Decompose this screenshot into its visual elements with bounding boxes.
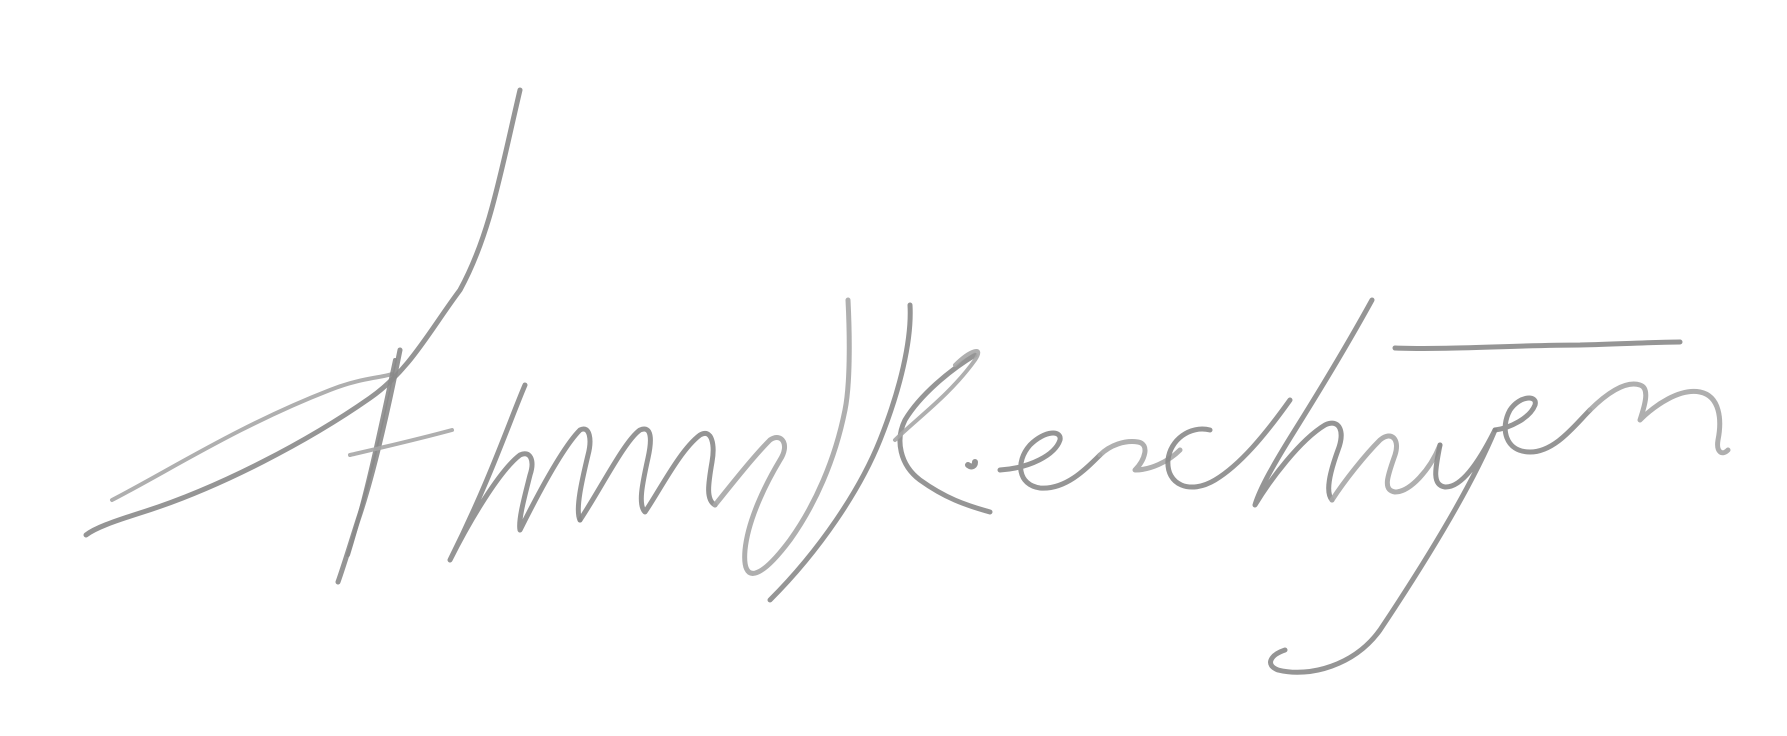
signature-stroke-overline	[1395, 342, 1680, 348]
signature-stroke-e2	[1495, 398, 1590, 452]
signature-ink-strokes	[86, 90, 1728, 672]
signature-stroke-o	[1332, 436, 1440, 500]
signature-stroke-h2	[1255, 300, 1372, 505]
signature-stroke-k-stem	[770, 305, 910, 600]
signature-stroke-dot	[968, 462, 975, 466]
signature-stroke-n	[580, 429, 715, 520]
signature-stroke-e	[1000, 433, 1100, 488]
signature-stroke-n2	[1590, 384, 1728, 453]
signature-stroke-k-loop	[895, 351, 978, 440]
signature-stroke-a	[450, 385, 590, 560]
signature-stroke-h-crossbar	[350, 430, 452, 455]
signature-stroke-lead-in-return	[112, 374, 392, 500]
signature-stroke-y	[1271, 430, 1495, 672]
signature-stroke-h-right	[348, 360, 395, 555]
signature-stroke-k-arm	[900, 355, 990, 512]
signature-stroke-lead-in	[86, 90, 520, 535]
